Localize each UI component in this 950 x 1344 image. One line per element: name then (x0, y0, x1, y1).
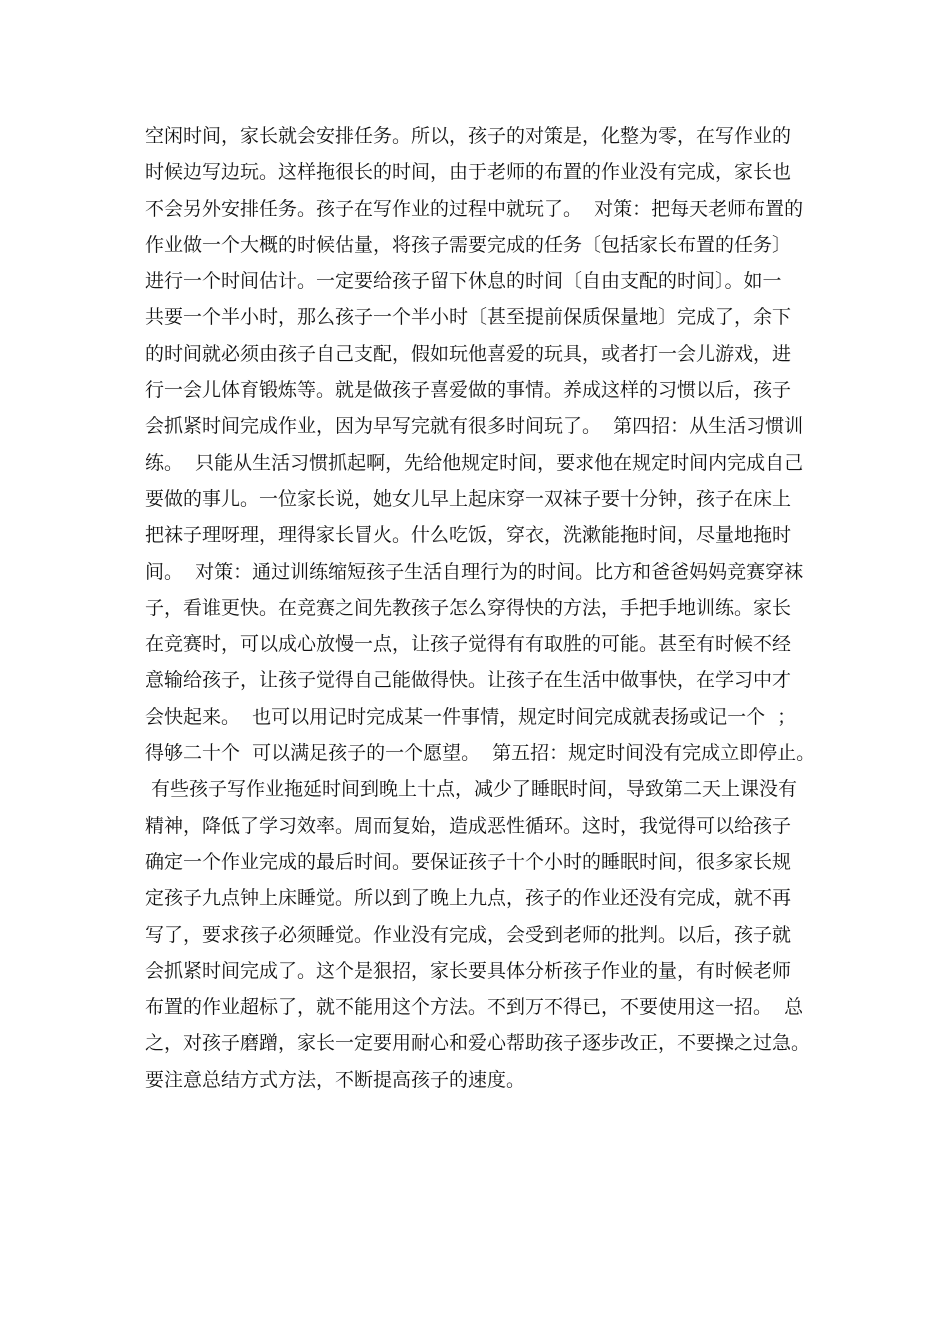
text-line: 间。 对策：通过训练缩短孩子生活自理行为的时间。比方和爸爸妈妈竞赛穿袜 (145, 560, 804, 583)
body-text (145, 118, 815, 1098)
text-line: 不会另外安排任务。孩子在写作业的过程中就玩了。 对策：把每天老师布置的 (145, 197, 804, 220)
text-line: 要做的事儿。一位家长说，她女儿早上起床穿一双袜子要十分钟，孩子在床上 (145, 487, 792, 510)
text-line: 之，对孩子磨蹭，家长一定要用耐心和爱心帮助孩子逐步改正，不要操之过急。 (145, 1032, 811, 1055)
text-line: 子，看谁更快。在竞赛之间先教孩子怎么穿得快的方法，手把手地训练。家长 (145, 596, 792, 619)
text-line: 的时间就必须由孩子自己支配，假如玩他喜爱的玩具，或者打一会儿游戏，进 (145, 342, 792, 365)
text-line: 有些孩子写作业拖延时间到晚上十点，减少了睡眠时间，导致第二天上课没有 (145, 778, 798, 801)
text-line: 把袜子理呀理，理得家长冒火。什么吃饭，穿衣，洗漱能拖时间，尽量地拖时 (145, 524, 792, 547)
text-line: 定孩子九点钟上床睡觉。所以到了晚上九点，孩子的作业还没有完成，就不再 (145, 887, 792, 910)
text-line: 共要一个半小时，那么孩子一个半小时〔甚至提前保质保量地〕完成了，余下 (145, 306, 792, 329)
text-line: 要注意总结方式方法，不断提高孩子的速度。 (145, 1068, 526, 1091)
text-line: 布置的作业超标了，就不能用这个方法。不到万不得已，不要使用这一招。 总 (145, 996, 804, 1019)
text-line: 作业做一个大概的时候估量，将孩子需要完成的任务〔包括家长布置的任务〕 (145, 233, 792, 256)
text-line: 时候边写边玩。这样拖很长的时间，由于老师的布置的作业没有完成，家长也 (145, 161, 792, 184)
text-line: 会快起来。 也可以用记时完成某一件事情，规定时间完成就表扬或记一个 ； (145, 705, 797, 728)
text-line: 会抓紧时间完成了。这个是狠招，家长要具体分析孩子作业的量，有时候老师 (145, 959, 792, 982)
text-line: 确定一个作业完成的最后时间。要保证孩子十个小时的睡眠时间，很多家长规 (145, 850, 792, 873)
text-line: 精神，降低了学习效率。周而复始，造成恶性循环。这时，我觉得可以给孩子 (145, 814, 792, 837)
text-line: 在竞赛时，可以成心放慢一点，让孩子觉得有有取胜的可能。甚至有时候不经 (145, 633, 792, 656)
text-line: 意输给孩子，让孩子觉得自己能做得快。让孩子在生活中做事快，在学习中才 (145, 669, 792, 692)
text-line: 空闲时间，家长就会安排任务。所以，孩子的对策是，化整为零，在写作业的 (145, 125, 792, 147)
text-line: 练。 只能从生活习惯抓起啊，先给他规定时间，要求他在规定时间内完成自己 (145, 451, 804, 474)
text-line: 行一会儿体育锻炼等。就是做孩子喜爱做的事情。养成这样的习惯以后，孩子 (145, 379, 792, 402)
text-line: 进行一个时间估计。一定要给孩子留下休息的时间〔自由支配的时间〕。如一 (145, 270, 782, 293)
text-line: 会抓紧时间完成作业，因为早写完就有很多时间玩了。 第四招：从生活习惯训 (145, 415, 804, 438)
text-line: 得够二十个 可以满足孩子的一个愿望。 第五招：规定时间没有完成立即停止。 (145, 742, 816, 765)
text-line: 写了，要求孩子必须睡觉。作业没有完成，会受到老师的批判。以后，孩子就 (145, 923, 792, 946)
